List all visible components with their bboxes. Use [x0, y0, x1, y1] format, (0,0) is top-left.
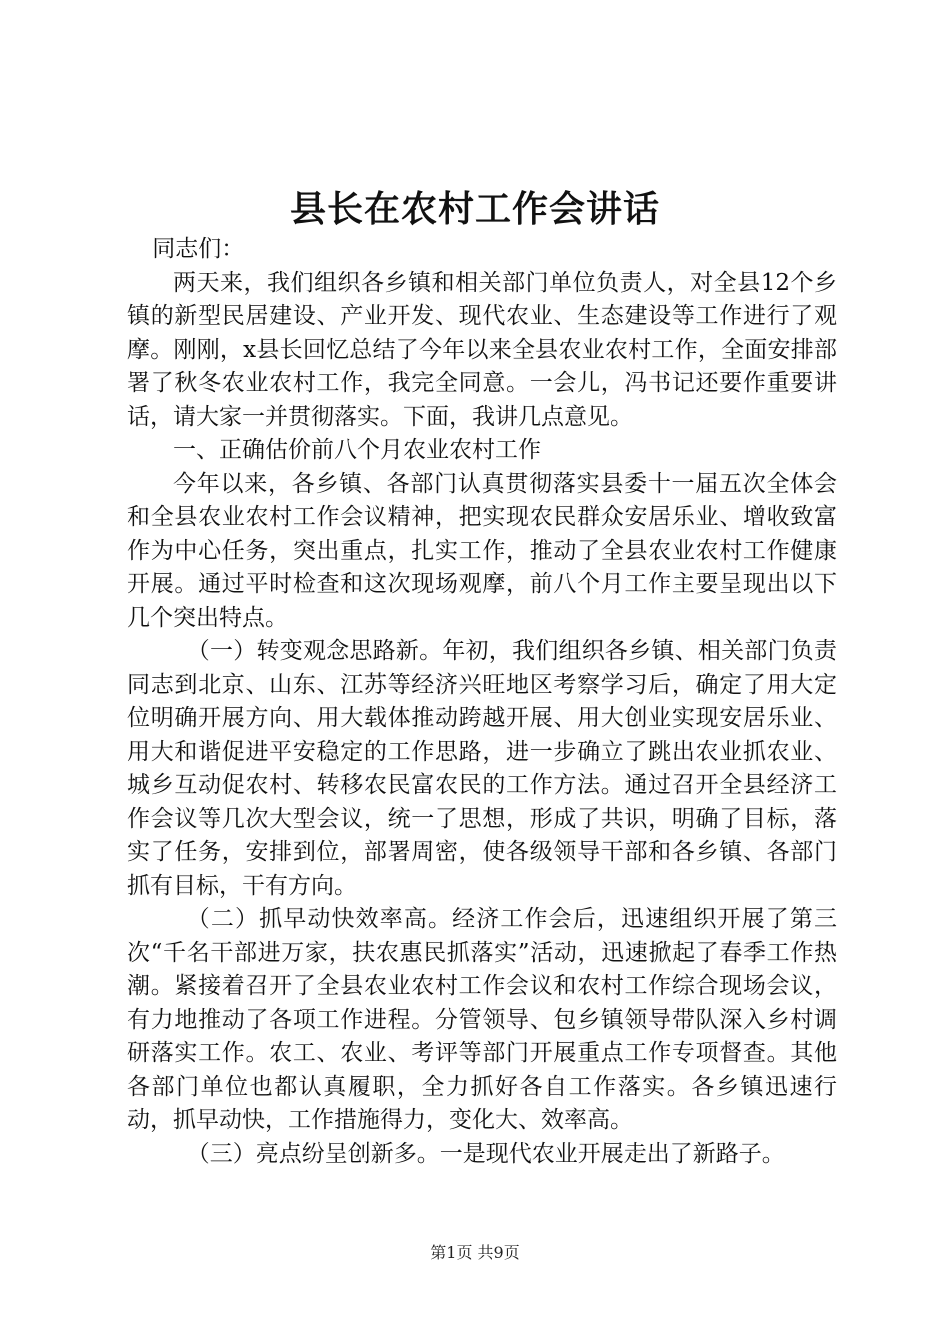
document-title: 县长在农村工作会讲话: [289, 188, 660, 230]
subsection-paragraph: （三）亮点纷呈创新多。一是现代农业开展走出了新路子。: [186, 1140, 785, 1167]
document-body: [127, 233, 837, 1171]
subsection-paragraph: （一）转变观念思路新。年初，我们组织各乡镇、相关部门负责同志到北京、山东、江苏等经济兴旺地区考察学习后，确定了用大定位明确开展方向、用大载体推动跨越开展、用大创业实现安居乐业、用大和谐促进平安稳定的工作思路，进一步确立了跳出农业抓农业、城乡互动促农村、转移农民富农民的工作方法。通过召开全县经济工作会议等几次大型会议，统一了思想，形成了共识，明确了目标，落实了任务，安排到位，部署周密，使各级领导干部和各乡镇、各部门抓有目标，干有方向。: [127, 638, 837, 899]
section-heading: 一、正确估价前八个月农业农村工作: [173, 437, 541, 463]
intro-paragraph: 两天来，我们组织各乡镇和相关部门单位负责人，对全县12个乡镇的新型民居建设、产业开发、现代农业、生态建设等工作进行了观摩。刚刚，x县长回忆总结了今年以来全县农业农村工作，全面安排部署了秋冬农业农村工作，我完全同意。一会儿，冯书记还要作重要讲话，请大家一并贯彻落实。下面，我讲几点意见。: [127, 269, 837, 430]
subsection-paragraph: （二）抓早动快效率高。经济工作会后，迅速组织开展了第三次“千名干部进万家，扶农惠民抓落实”活动，迅速掀起了春季工作热潮。紧接着召开了全县农业农村工作会议和农村工作综合现场会议，有力地推动了各项工作进程。分管领导、包乡镇领导带队深入乡村调研落实工作。农工、农业、考评等部门开展重点工作专项督查。其他各部门单位也都认真履职，全力抓好各自工作落实。各乡镇迅速行动，抓早动快，工作措施得力，变化大、效率高。: [127, 906, 837, 1133]
body-paragraph: 今年以来，各乡镇、各部门认真贯彻落实县委十一届五次全体会和全县农业农村工作会议精神，把实现农民群众安居乐业、增收致富作为中心任务，突出重点，扎实工作，推动了全县农业农村工作健康开展。通过平时检查和这次现场观摩，前八个月工作主要呈现出以下几个突出特点。: [127, 470, 837, 631]
greeting-paragraph: 同志们：: [152, 236, 245, 262]
page-number-footer: 第1页 共9页: [430, 1243, 520, 1262]
